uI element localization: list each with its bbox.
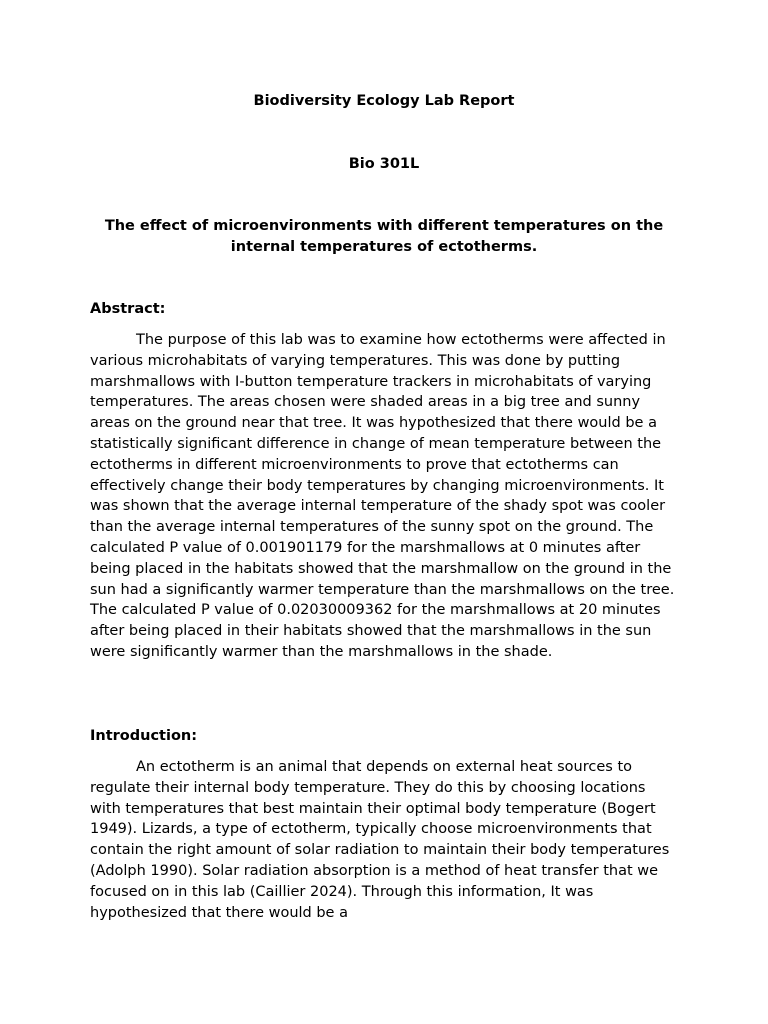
introduction-body: An ectotherm is an animal that depends on external heat sources to regulate their internal body temperature. They do this by choosing locations with temperatures that best maintain their optimal body temperature (Bogert 1949). Lizards, a type of ectotherm, typically choose microenvironments that contain the right amount of solar radiation to maintain their body temperatures (Adolph 1990). Solar radiation absorption is a method of heat transfer that we focused on in this lab (Caillier 2024). Through this information, It was hypothesized that there would be a <box>90 759 670 921</box>
introduction-heading: Introduction: <box>90 728 198 744</box>
report-title: Biodiversity Ecology Lab Report <box>253 93 515 109</box>
abstract-body: The purpose of this lab was to examine how ectotherms were affected in various microhabitats of varying temperatures. This was done by putting marshmallows with I-button temperature trackers in microhabitats of varying temperatures. The areas chosen were shaded areas in a big tree and sunny areas on the ground near that tree. It was hypothesized that there would be a statistically significant difference in change of mean temperature between the ectotherms in different microenvironments to prove that ectotherms can effectively change their body temperatures by changing microenvironments. It was shown that the average internal temperature of the shady spot was cooler than the average internal temperatures of the sunny spot on the ground. The calculated P value of 0.001901179 for the marshmallows at 0 minutes after being placed in the habitats showed that the marshmallow on the ground in the sun had a significantly warmer temperature than the marshmallows on the tree. The calculated P value of 0.02030009362 for the marshmallows at 20 minutes after being placed in their habitats showed that the marshmallows in the sun were significantly warmer than the marshmallows in the shade. <box>90 332 675 660</box>
report-subject: The effect of microenvironments with different temperatures on the internal temperatures of ectotherms. <box>104 218 664 255</box>
course-label: Bio 301L <box>348 156 420 172</box>
abstract-heading: Abstract: <box>90 301 166 317</box>
